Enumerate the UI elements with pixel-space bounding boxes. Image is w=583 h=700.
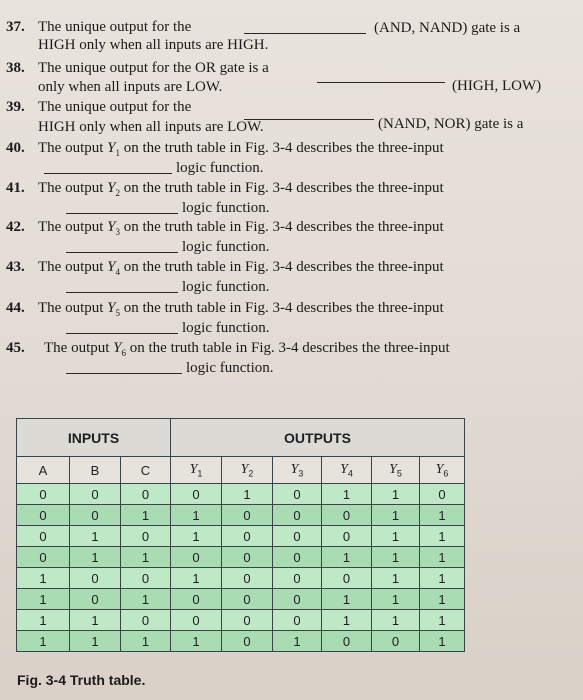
column-header-y4: $Y_4$: [322, 457, 372, 484]
table-cell-c: 1: [121, 631, 171, 652]
inputs-header: INPUTS: [17, 419, 171, 457]
table-cell-c: 1: [121, 547, 171, 568]
question-text: The output $Y_6$ on the truth table in Fig. 3-4 describes the three-input: [44, 340, 450, 358]
table-cell-a: 0: [17, 526, 70, 547]
question-number: 39.: [6, 99, 25, 115]
table-cell-y2: 0: [222, 547, 273, 568]
table-cell-y5: 1: [372, 589, 420, 610]
question-number: 42.: [6, 219, 25, 235]
table-cell-y2: 0: [222, 526, 273, 547]
table-cell-a: 0: [17, 484, 70, 505]
question-number: 43.: [6, 259, 25, 275]
question-text-continued: logic function.: [182, 239, 270, 255]
question-text-continued: logic function.: [182, 279, 270, 295]
table-cell-y2: 0: [222, 505, 273, 526]
table-cell-y5: 1: [372, 610, 420, 631]
table-row: [17, 547, 465, 568]
question-text-continued: HIGH only when all inputs are LOW.: [38, 119, 264, 135]
answer-options: (HIGH, LOW): [452, 78, 542, 94]
question-text: The unique output for the OR gate is a: [38, 60, 269, 76]
question-text: The output $Y_3$ on the truth table in Fig. 3-4 describes the three-input: [38, 219, 444, 237]
table-cell-a: 1: [17, 568, 70, 589]
table-cell-y5: 1: [372, 484, 420, 505]
question-number: 38.: [6, 60, 25, 76]
table-cell-b: 1: [70, 526, 121, 547]
table-cell-a: 0: [17, 505, 70, 526]
table-cell-y4: 1: [322, 610, 372, 631]
answer-options: (AND, NAND) gate is a: [374, 20, 521, 36]
question-text-continued: HIGH only when all inputs are HIGH.: [38, 37, 269, 53]
table-cell-y6: 1: [420, 631, 465, 652]
table-cell-y1: 0: [171, 610, 222, 631]
question-text-continued: only when all inputs are LOW.: [38, 79, 223, 95]
table-cell-y5: 1: [372, 568, 420, 589]
table-cell-y3: 0: [273, 568, 322, 589]
table-cell-y2: 1: [222, 484, 273, 505]
table-cell-y3: 0: [273, 547, 322, 568]
table-cell-y3: 0: [273, 484, 322, 505]
table-cell-b: 0: [70, 484, 121, 505]
table-cell-y3: 0: [273, 589, 322, 610]
table-cell-y1: 1: [171, 568, 222, 589]
table-cell-c: 1: [121, 505, 171, 526]
question-text: The output $Y_1$ on the truth table in Fig. 3-4 describes the three-input: [38, 140, 444, 158]
truth-table: [16, 418, 465, 652]
table-row: [17, 568, 465, 589]
question-text-continued: logic function.: [182, 320, 270, 336]
table-cell-y4: 0: [322, 526, 372, 547]
column-header-b: B: [70, 457, 121, 484]
table-cell-y5: 0: [372, 631, 420, 652]
table-cell-y6: 1: [420, 589, 465, 610]
question-number: 40.: [6, 140, 25, 156]
table-cell-y6: 0: [420, 484, 465, 505]
answer-blank[interactable]: [44, 161, 172, 174]
table-row: [17, 505, 465, 526]
table-cell-y3: 0: [273, 526, 322, 547]
table-cell-y4: 1: [322, 484, 372, 505]
column-header-c: C: [121, 457, 171, 484]
table-cell-a: 1: [17, 589, 70, 610]
table-cell-y2: 0: [222, 589, 273, 610]
question-text-continued: logic function.: [186, 360, 274, 376]
answer-blank[interactable]: [66, 361, 182, 374]
table-cell-y4: 1: [322, 547, 372, 568]
question-text: The output $Y_5$ on the truth table in Fig. 3-4 describes the three-input: [38, 300, 444, 318]
answer-blank[interactable]: [66, 240, 178, 253]
question-text: The output $Y_4$ on the truth table in Fig. 3-4 describes the three-input: [38, 259, 444, 277]
table-row: [17, 589, 465, 610]
question-text: The unique output for the: [38, 19, 192, 35]
table-cell-y5: 1: [372, 547, 420, 568]
table-cell-y3: 1: [273, 631, 322, 652]
question-text: The output $Y_2$ on the truth table in Fig. 3-4 describes the three-input: [38, 180, 444, 198]
table-cell-y6: 1: [420, 526, 465, 547]
table-cell-y1: 0: [171, 589, 222, 610]
table-row: [17, 610, 465, 631]
table-cell-y4: 0: [322, 505, 372, 526]
column-header-y5: $Y_5$: [372, 457, 420, 484]
question-number: 37.: [6, 19, 25, 35]
column-header-y6: $Y_6$: [420, 457, 465, 484]
question-number: 41.: [6, 180, 25, 196]
table-cell-y3: 0: [273, 610, 322, 631]
column-header-y1: $Y_1$: [171, 457, 222, 484]
table-cell-y1: 1: [171, 631, 222, 652]
table-cell-y2: 0: [222, 610, 273, 631]
answer-blank[interactable]: [66, 321, 178, 334]
table-cell-y6: 1: [420, 610, 465, 631]
table-cell-a: 1: [17, 631, 70, 652]
question-text: The unique output for the: [38, 99, 192, 115]
table-row: [17, 484, 465, 505]
question-text-continued: logic function.: [176, 160, 264, 176]
column-header-y2: $Y_2$: [222, 457, 273, 484]
table-cell-y3: 0: [273, 505, 322, 526]
answer-blank[interactable]: [317, 70, 445, 83]
table-cell-y4: 0: [322, 568, 372, 589]
table-cell-b: 0: [70, 568, 121, 589]
table-cell-b: 1: [70, 631, 121, 652]
table-cell-a: 1: [17, 610, 70, 631]
table-cell-y2: 0: [222, 568, 273, 589]
table-cell-y1: 1: [171, 505, 222, 526]
table-cell-c: 0: [121, 568, 171, 589]
column-header-y3: $Y_3$: [273, 457, 322, 484]
table-cell-y6: 1: [420, 568, 465, 589]
table-cell-y1: 0: [171, 484, 222, 505]
table-cell-b: 1: [70, 610, 121, 631]
table-cell-y2: 0: [222, 631, 273, 652]
table-cell-a: 0: [17, 547, 70, 568]
figure-caption: Fig. 3-4 Truth table.: [17, 672, 146, 688]
column-header-a: A: [17, 457, 70, 484]
table-cell-c: 1: [121, 589, 171, 610]
table-cell-c: 0: [121, 610, 171, 631]
table-cell-c: 0: [121, 526, 171, 547]
table-cell-y4: 0: [322, 631, 372, 652]
table-cell-y1: 0: [171, 547, 222, 568]
question-number: 45.: [6, 340, 25, 356]
answer-blank[interactable]: [66, 280, 178, 293]
answer-blank[interactable]: [66, 201, 178, 214]
table-row: [17, 526, 465, 547]
table-cell-b: 1: [70, 547, 121, 568]
answer-options: (NAND, NOR) gate is a: [378, 116, 524, 132]
outputs-header: OUTPUTS: [171, 419, 465, 457]
table-cell-b: 0: [70, 505, 121, 526]
table-row: [17, 631, 465, 652]
question-number: 44.: [6, 300, 25, 316]
table-cell-y4: 1: [322, 589, 372, 610]
table-cell-y5: 1: [372, 526, 420, 547]
table-cell-c: 0: [121, 484, 171, 505]
question-text-continued: logic function.: [182, 200, 270, 216]
table-cell-y6: 1: [420, 505, 465, 526]
table-cell-y5: 1: [372, 505, 420, 526]
table-cell-y6: 1: [420, 547, 465, 568]
answer-blank[interactable]: [244, 21, 366, 34]
table-cell-b: 0: [70, 589, 121, 610]
table-cell-y1: 1: [171, 526, 222, 547]
